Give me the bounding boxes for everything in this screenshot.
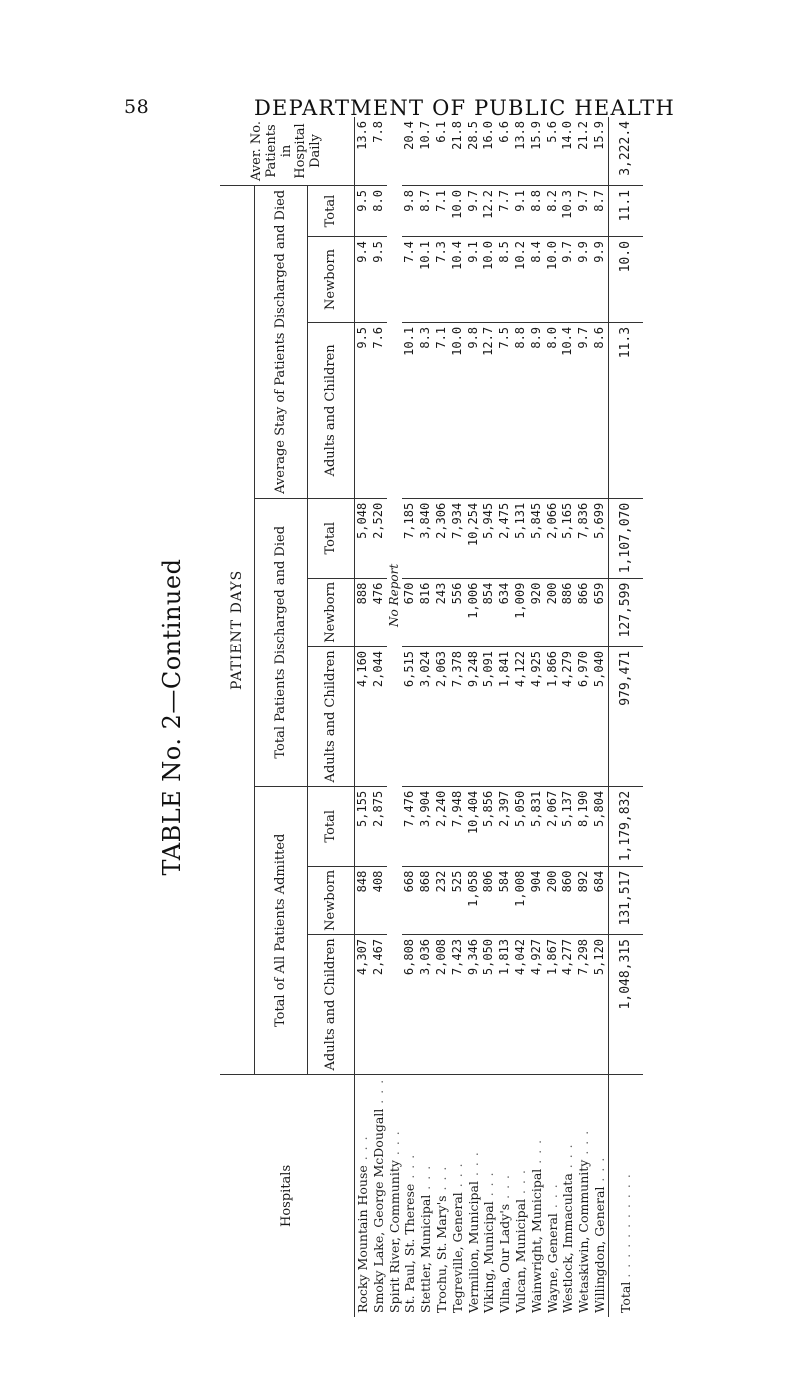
cell-daily: 7.8 bbox=[371, 117, 387, 186]
cell-adm-newborn: 408 bbox=[371, 866, 387, 934]
group-discharged: Total Patients Discharged and Died bbox=[255, 498, 308, 786]
cell-avg-newborn: 9.4 bbox=[355, 237, 371, 323]
cell-adm-total: 8,190 bbox=[576, 786, 592, 866]
cell-adm-total: 2,240 bbox=[434, 786, 450, 866]
col-adm-newborn: Newborn bbox=[308, 866, 355, 934]
hospital-name: Vermilion, Municipal . . . bbox=[465, 1151, 481, 1313]
hospital-name: Wayne, General . . . bbox=[544, 1183, 560, 1313]
total-dis-newborn: 127,599 bbox=[608, 578, 643, 646]
cell-dis-adults: 1,841 bbox=[497, 646, 513, 786]
cell-dis-adults: 6,515 bbox=[402, 646, 418, 786]
cell-avg-total: 9.8 bbox=[402, 186, 418, 237]
table-row bbox=[545, 117, 561, 1317]
cell-adm-newborn: 668 bbox=[402, 866, 418, 934]
cell-dis-total: 5,131 bbox=[513, 498, 529, 578]
col-dis-total: Total bbox=[308, 498, 355, 578]
cell-dis-newborn: 920 bbox=[529, 578, 545, 646]
cell-dis-newborn: 866 bbox=[576, 578, 592, 646]
cell-avg-total: 8.7 bbox=[418, 186, 434, 237]
cell-avg-adults: 9.8 bbox=[466, 322, 482, 498]
cell-daily: 13.6 bbox=[355, 117, 371, 186]
cell-dis-newborn: 476 bbox=[371, 578, 387, 646]
cell-dis-newborn: 243 bbox=[434, 578, 450, 646]
cell-adm-newborn: 860 bbox=[560, 866, 576, 934]
hospital-name: St. Paul, St. Therese . . . bbox=[402, 1153, 418, 1313]
cell-dis-newborn: 816 bbox=[418, 578, 434, 646]
cell-avg-newborn: 8.4 bbox=[529, 237, 545, 323]
cell-adm-adults: 3,036 bbox=[418, 934, 434, 1074]
cell-avg-total: 9.7 bbox=[466, 186, 482, 237]
cell-adm-adults: 4,307 bbox=[355, 934, 371, 1074]
cell-dis-total: 5,165 bbox=[560, 498, 576, 578]
table-row bbox=[466, 117, 482, 1317]
cell-avg-newborn: 9.9 bbox=[592, 237, 608, 323]
cell-avg-total: 7.1 bbox=[434, 186, 450, 237]
cell-adm-total: 2,397 bbox=[497, 786, 513, 866]
table-row bbox=[513, 117, 529, 1317]
cell-dis-adults: 6,970 bbox=[576, 646, 592, 786]
cell-avg-newborn: 9.7 bbox=[560, 237, 576, 323]
cell-daily: 15.9 bbox=[592, 117, 608, 186]
cell-adm-adults: 4,277 bbox=[560, 934, 576, 1074]
cell-avg-adults: 9.5 bbox=[355, 322, 371, 498]
cell-avg-adults: 7.1 bbox=[434, 322, 450, 498]
cell-dis-adults: 5,040 bbox=[592, 646, 608, 786]
hospital-name: Rocky Mountain House . . . bbox=[355, 1135, 370, 1313]
total-adm-newborn: 131,517 bbox=[608, 866, 643, 934]
cell-daily: 13.8 bbox=[513, 117, 529, 186]
cell-adm-adults: 7,423 bbox=[450, 934, 466, 1074]
cell-adm-adults: 1,867 bbox=[545, 934, 561, 1074]
cell-daily: 6.6 bbox=[497, 117, 513, 186]
cell-adm-adults: 1,813 bbox=[497, 934, 513, 1074]
cell-dis-newborn: 886 bbox=[560, 578, 576, 646]
cell-adm-newborn: 200 bbox=[545, 866, 561, 934]
cell-avg-newborn: 10.4 bbox=[450, 237, 466, 323]
cell-dis-adults: 9,248 bbox=[466, 646, 482, 786]
cell-daily: 20.4 bbox=[402, 117, 418, 186]
table-row bbox=[387, 117, 403, 1317]
table-row bbox=[481, 117, 497, 1317]
table-title: TABLE No. 2—Continued bbox=[158, 558, 186, 876]
cell-avg-newborn: 10.0 bbox=[545, 237, 561, 323]
table-row bbox=[497, 117, 513, 1317]
cell-avg-newborn: 9.5 bbox=[371, 237, 387, 323]
cell-dis-total: 7,836 bbox=[576, 498, 592, 578]
cell-adm-adults: 7,298 bbox=[576, 934, 592, 1074]
cell-avg-total: 12.2 bbox=[481, 186, 497, 237]
cell-adm-total: 3,904 bbox=[418, 786, 434, 866]
cell-adm-adults: 6,808 bbox=[402, 934, 418, 1074]
cell-avg-newborn: 10.0 bbox=[481, 237, 497, 323]
hospital-name: Willingdon, General . . . bbox=[591, 1156, 607, 1313]
cell-dis-adults: 4,925 bbox=[529, 646, 545, 786]
cell-avg-newborn: 9.1 bbox=[466, 237, 482, 323]
cell-adm-newborn: 848 bbox=[355, 866, 371, 934]
cell-avg-adults: 8.3 bbox=[418, 322, 434, 498]
cell-avg-newborn: 7.4 bbox=[402, 237, 418, 323]
cell-avg-adults: 10.0 bbox=[450, 322, 466, 498]
cell-daily: 15.9 bbox=[529, 117, 545, 186]
total-avg-newborn: 10.0 bbox=[608, 237, 643, 323]
total-dis-total: 1,107,070 bbox=[608, 498, 643, 578]
hospital-name: Stettler, Municipal . . . bbox=[418, 1164, 434, 1313]
cell-adm-total: 2,875 bbox=[371, 786, 387, 866]
group-patient-days: PATIENT DAYS bbox=[220, 186, 255, 1075]
cell-adm-total: 10,404 bbox=[466, 786, 482, 866]
cell-avg-total: 9.1 bbox=[513, 186, 529, 237]
cell-adm-newborn: 232 bbox=[434, 866, 450, 934]
cell-dis-newborn: 200 bbox=[545, 578, 561, 646]
col-avg-newborn: Newborn bbox=[308, 237, 355, 323]
cell-dis-adults: 2,063 bbox=[434, 646, 450, 786]
hospital-name: Viking, Municipal . . . bbox=[481, 1171, 497, 1313]
cell-dis-total: 3,840 bbox=[418, 498, 434, 578]
cell-avg-total: 9.5 bbox=[355, 186, 371, 237]
cell-avg-adults: 8.6 bbox=[592, 322, 608, 498]
col-dis-adults: Adults and Children bbox=[308, 646, 355, 786]
hospital-name: Wetaskiwin, Community . . . bbox=[576, 1129, 592, 1313]
cell-avg-total: 10.3 bbox=[560, 186, 576, 237]
cell-adm-newborn: 892 bbox=[576, 866, 592, 934]
cell-dis-total: 2,066 bbox=[545, 498, 561, 578]
total-avg-total: 11.1 bbox=[608, 186, 643, 237]
cell-dis-adults: 4,160 bbox=[355, 646, 371, 786]
cell-dis-adults: 3,024 bbox=[418, 646, 434, 786]
cell-adm-newborn: 806 bbox=[481, 866, 497, 934]
cell-daily: 14.0 bbox=[560, 117, 576, 186]
cell-daily: 28.5 bbox=[466, 117, 482, 186]
total-row bbox=[608, 117, 643, 1317]
cell-dis-total: 5,945 bbox=[481, 498, 497, 578]
hospital-name: Vilna, Our Lady's . . . bbox=[497, 1173, 513, 1313]
col-adm-total: Total bbox=[308, 786, 355, 866]
cell-dis-newborn: 659 bbox=[592, 578, 608, 646]
hospital-name: Vulcan, Municipal . . . bbox=[512, 1169, 528, 1313]
cell-adm-adults: 5,050 bbox=[481, 934, 497, 1074]
cell-dis-total: 7,934 bbox=[450, 498, 466, 578]
table-row bbox=[434, 117, 450, 1317]
cell-avg-adults: 8.0 bbox=[545, 322, 561, 498]
table-row bbox=[560, 117, 576, 1317]
hospital-name: Spirit River, Community . . . bbox=[386, 1130, 402, 1313]
cell-avg-adults: 7.6 bbox=[371, 322, 387, 498]
cell-avg-total: 8.7 bbox=[592, 186, 608, 237]
cell-adm-newborn: 684 bbox=[592, 866, 608, 934]
cell-dis-newborn: 888 bbox=[355, 578, 371, 646]
cell-dis-adults: 1,866 bbox=[545, 646, 561, 786]
cell-avg-adults: 8.8 bbox=[513, 322, 529, 498]
cell-avg-adults: 8.9 bbox=[529, 322, 545, 498]
cell-avg-newborn: 7.3 bbox=[434, 237, 450, 323]
cell-adm-newborn: 525 bbox=[450, 866, 466, 934]
cell-avg-adults: 10.1 bbox=[402, 322, 418, 498]
cell-avg-newborn: 10.1 bbox=[418, 237, 434, 323]
cell-dis-newborn: 1,009 bbox=[513, 578, 529, 646]
total-avg-adults: 11.3 bbox=[608, 322, 643, 498]
col-hospitals: Hospitals bbox=[220, 1074, 355, 1317]
cell-adm-newborn: 904 bbox=[529, 866, 545, 934]
cell-dis-total: 2,520 bbox=[371, 498, 387, 578]
cell-daily: 6.1 bbox=[434, 117, 450, 186]
total-adm-adults: 1,048,315 bbox=[608, 934, 643, 1074]
cell-avg-newborn: 8.5 bbox=[497, 237, 513, 323]
cell-adm-total: 5,155 bbox=[355, 786, 371, 866]
no-report-note: No Report bbox=[387, 117, 403, 1074]
cell-avg-adults: 7.5 bbox=[497, 322, 513, 498]
cell-adm-total: 5,804 bbox=[592, 786, 608, 866]
hospital-name: Trochu, St. Mary's . . . bbox=[433, 1165, 449, 1313]
table-row bbox=[592, 117, 608, 1317]
cell-dis-adults: 5,091 bbox=[481, 646, 497, 786]
col-adm-adults: Adults and Children bbox=[308, 934, 355, 1074]
cell-adm-newborn: 1,058 bbox=[466, 866, 482, 934]
cell-daily: 10.7 bbox=[418, 117, 434, 186]
cell-dis-newborn: 670 bbox=[402, 578, 418, 646]
cell-avg-total: 8.0 bbox=[371, 186, 387, 237]
cell-daily: 16.0 bbox=[481, 117, 497, 186]
cell-dis-newborn: 1,006 bbox=[466, 578, 482, 646]
table-row bbox=[576, 117, 592, 1317]
cell-adm-adults: 2,008 bbox=[434, 934, 450, 1074]
cell-dis-newborn: 854 bbox=[481, 578, 497, 646]
cell-avg-total: 8.2 bbox=[545, 186, 561, 237]
cell-dis-total: 5,699 bbox=[592, 498, 608, 578]
cell-avg-total: 10.0 bbox=[450, 186, 466, 237]
patient-days-table bbox=[220, 117, 643, 1317]
table-body bbox=[355, 117, 609, 1317]
col-dis-newborn: Newborn bbox=[308, 578, 355, 646]
group-avg-stay: Average Stay of Patients Discharged and Died bbox=[255, 186, 308, 499]
cell-avg-total: 8.8 bbox=[529, 186, 545, 237]
total-dis-adults: 979,471 bbox=[608, 646, 643, 786]
hospital-name: Smoky Lake, George McDougall . . . bbox=[370, 1078, 386, 1313]
cell-daily: 5.6 bbox=[545, 117, 561, 186]
cell-dis-total: 10,254 bbox=[466, 498, 482, 578]
hospital-name: Westlock, Immaculata . . . bbox=[560, 1143, 576, 1313]
cell-dis-newborn: 634 bbox=[497, 578, 513, 646]
cell-dis-total: 2,306 bbox=[434, 498, 450, 578]
cell-dis-newborn: 556 bbox=[450, 578, 466, 646]
cell-adm-total: 5,137 bbox=[560, 786, 576, 866]
cell-avg-total: 9.7 bbox=[576, 186, 592, 237]
table-row bbox=[371, 117, 387, 1317]
cell-adm-adults: 4,042 bbox=[513, 934, 529, 1074]
cell-dis-total: 2,475 bbox=[497, 498, 513, 578]
cell-adm-adults: 4,927 bbox=[529, 934, 545, 1074]
cell-adm-total: 5,856 bbox=[481, 786, 497, 866]
table-row bbox=[418, 117, 434, 1317]
cell-adm-total: 5,831 bbox=[529, 786, 545, 866]
cell-dis-total: 5,048 bbox=[355, 498, 371, 578]
cell-adm-total: 7,476 bbox=[402, 786, 418, 866]
cell-avg-adults: 9.7 bbox=[576, 322, 592, 498]
cell-dis-adults: 7,378 bbox=[450, 646, 466, 786]
cell-adm-adults: 2,467 bbox=[371, 934, 387, 1074]
cell-dis-adults: 2,044 bbox=[371, 646, 387, 786]
cell-daily: 21.8 bbox=[450, 117, 466, 186]
cell-adm-newborn: 868 bbox=[418, 866, 434, 934]
cell-dis-adults: 4,279 bbox=[560, 646, 576, 786]
table-row bbox=[402, 117, 418, 1317]
cell-dis-adults: 4,122 bbox=[513, 646, 529, 786]
page-number: 58 bbox=[124, 96, 150, 118]
cell-dis-total: 7,185 bbox=[402, 498, 418, 578]
hospital-name: Tegreville, General . . . bbox=[449, 1162, 465, 1313]
cell-adm-newborn: 584 bbox=[497, 866, 513, 934]
cell-daily: 21.2 bbox=[576, 117, 592, 186]
cell-avg-total: 7.7 bbox=[497, 186, 513, 237]
rotated-table-block bbox=[150, 117, 700, 1317]
cell-avg-adults: 12.7 bbox=[481, 322, 497, 498]
cell-adm-newborn: 1,008 bbox=[513, 866, 529, 934]
cell-avg-adults: 10.4 bbox=[560, 322, 576, 498]
col-avg-total: Total bbox=[308, 186, 355, 237]
cell-dis-total: 5,845 bbox=[529, 498, 545, 578]
col-avg-adults: Adults and Children bbox=[308, 322, 355, 498]
total-daily: 3,222.4 bbox=[608, 117, 643, 186]
cell-adm-total: 2,067 bbox=[545, 786, 561, 866]
cell-adm-total: 5,050 bbox=[513, 786, 529, 866]
page-header: DEPARTMENT OF PUBLIC HEALTH bbox=[254, 96, 675, 120]
cell-adm-adults: 5,120 bbox=[592, 934, 608, 1074]
table-row bbox=[355, 117, 371, 1317]
total-label: Total . . . . . . . . . . . bbox=[608, 1074, 643, 1317]
group-admitted: Total of All Patients Admitted bbox=[255, 786, 308, 1074]
total-adm-total: 1,179,832 bbox=[608, 786, 643, 866]
cell-adm-total: 7,948 bbox=[450, 786, 466, 866]
cell-avg-newborn: 9.9 bbox=[576, 237, 592, 323]
col-avg-daily: Aver. No. Patients in Hospital Daily bbox=[220, 117, 355, 186]
table-row bbox=[450, 117, 466, 1317]
hospital-name: Wainwright, Municipal . . . bbox=[528, 1138, 544, 1313]
cell-adm-adults: 9,346 bbox=[466, 934, 482, 1074]
table-row bbox=[529, 117, 545, 1317]
cell-avg-newborn: 10.2 bbox=[513, 237, 529, 323]
